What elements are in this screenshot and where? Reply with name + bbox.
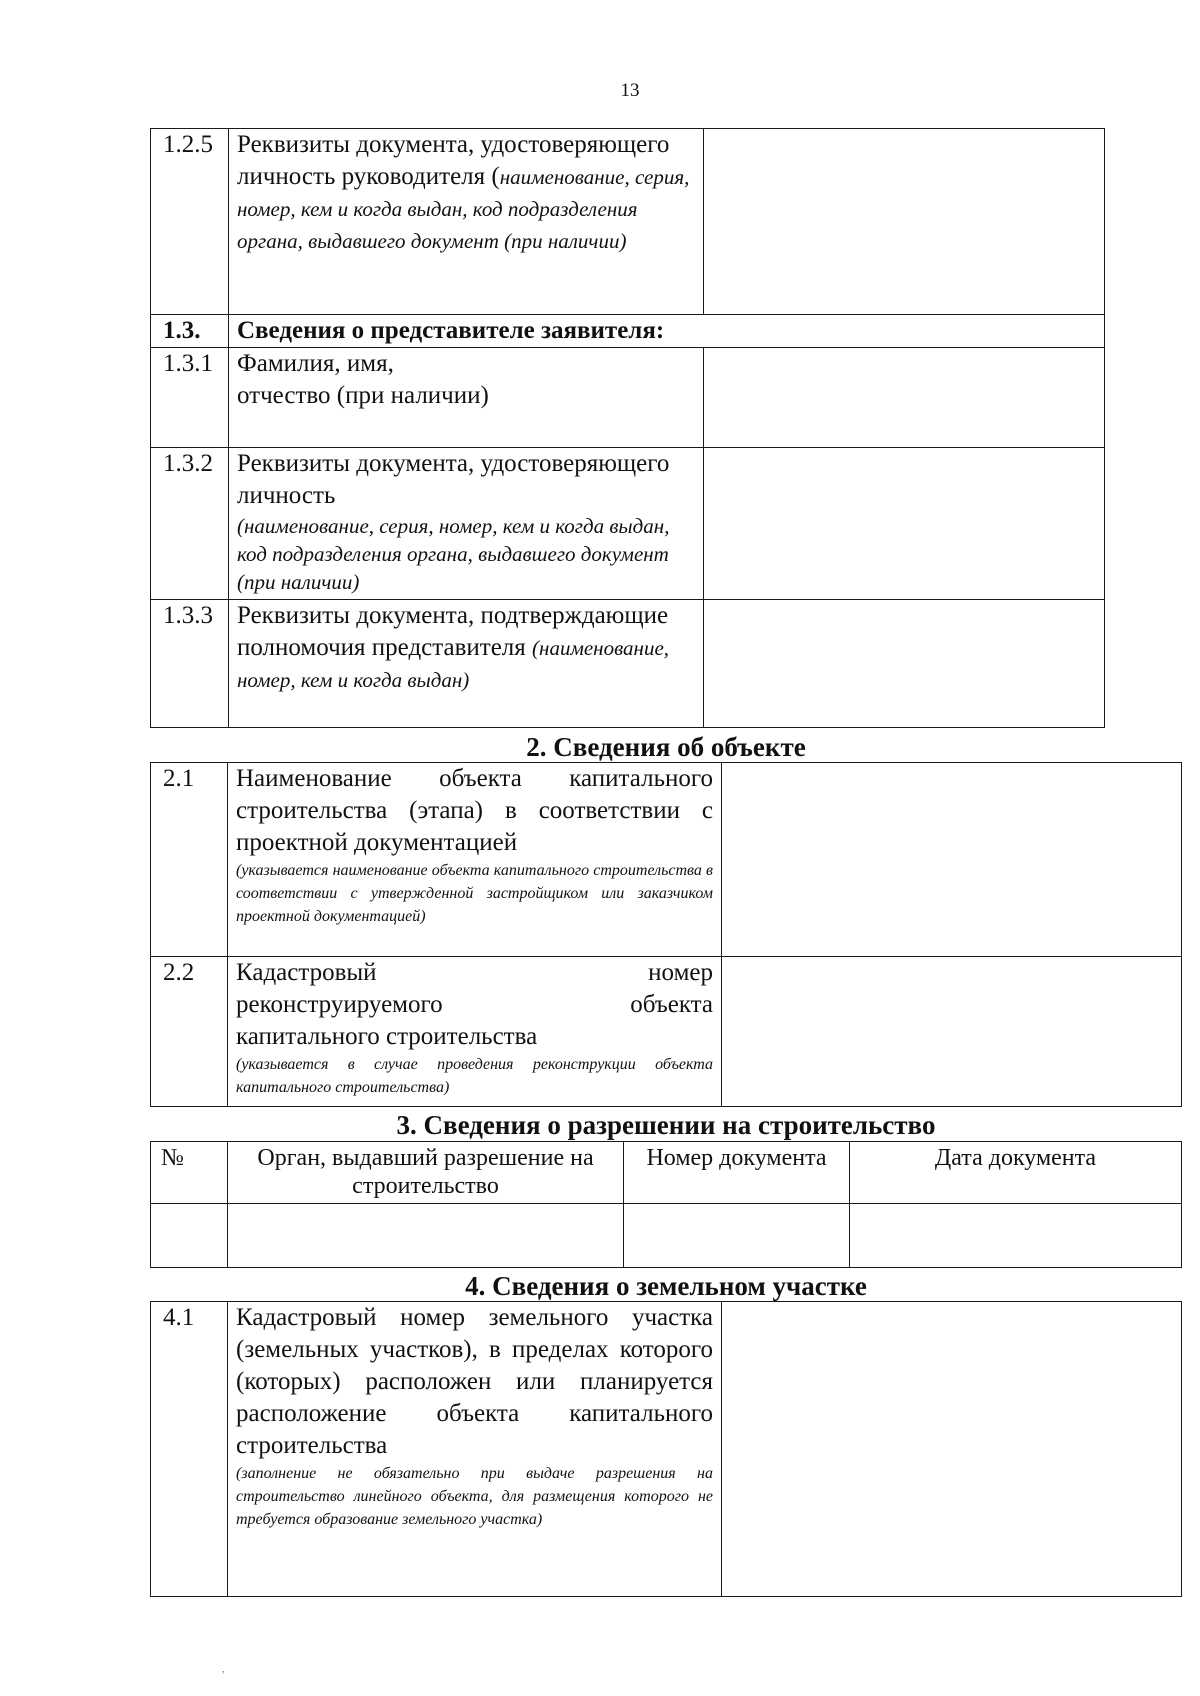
value-cell[interactable] bbox=[228, 1204, 624, 1268]
row-label: Кадастровый номер земельного участка (земельных участков), в пределах которого (которых) расположен или планируется расположение объекта капитального строительства (заполнение не обязательно при выдаче разрешения на строительство линейного объекта, для размещения которого не требуется образование земельного участка) bbox=[228, 1302, 722, 1597]
value-cell[interactable] bbox=[850, 1204, 1182, 1268]
column-header-doc-date: Дата документа bbox=[850, 1142, 1182, 1204]
row-label: Фамилия, имя, отчество (при наличии) bbox=[229, 348, 704, 448]
object-table bbox=[150, 762, 1182, 1107]
row-number: 2.1 bbox=[151, 763, 228, 957]
row-label: Реквизиты документа, подтверждающие полномочия представителя (наименование, номер, кем и когда выдан) bbox=[229, 600, 704, 728]
row-note: (заполнение не обязательно при выдаче разрешения на строительство линейного объекта, для размещения которого не требуется образование земельного участка) bbox=[236, 1465, 713, 1528]
row-label: Кадастровый номер реконструируемого объекта капитального строительства (указывается в случае проведения реконструкции объекта капитального строительства) bbox=[228, 957, 722, 1107]
row-heading: Сведения о представителе заявителя: bbox=[229, 315, 1105, 348]
row-number: 1.3.1 bbox=[151, 348, 229, 448]
column-header-number: № bbox=[151, 1142, 228, 1204]
row-number: 1.2.5 bbox=[151, 129, 229, 315]
column-header-doc-number: Номер документа bbox=[624, 1142, 850, 1204]
land-plot-table bbox=[150, 1301, 1182, 1597]
column-header-authority: Орган, выдавший разрешение на строительство bbox=[228, 1142, 624, 1204]
section-3-title: 3. Сведения о разрешении на строительство bbox=[396, 1110, 936, 1140]
row-note: (наименование, номер, кем и когда выдан) bbox=[237, 636, 670, 692]
section-2-title: 2. Сведения об объекте bbox=[526, 732, 806, 762]
table-row bbox=[151, 957, 1182, 1107]
scan-speck: , bbox=[222, 1664, 225, 1675]
table-header-row bbox=[151, 1142, 1182, 1204]
value-cell[interactable] bbox=[704, 600, 1105, 728]
value-cell[interactable] bbox=[722, 763, 1182, 957]
row-note: наименование, серия, номер, кем и когда выдан, код подразделения органа, выдавшего документ (при наличии) bbox=[237, 165, 690, 253]
value-cell[interactable] bbox=[722, 957, 1182, 1107]
representative-table bbox=[150, 128, 1105, 728]
value-cell[interactable] bbox=[722, 1302, 1182, 1597]
table-row bbox=[151, 763, 1182, 957]
row-number: 1.3.3 bbox=[151, 600, 229, 728]
table-row bbox=[151, 600, 1105, 728]
row-note: (наименование, серия, номер, кем и когда выдан, код подразделения органа, выдавшего документ (при наличии) bbox=[237, 514, 670, 594]
page-number: 13 bbox=[620, 80, 640, 101]
table-row bbox=[151, 1204, 1182, 1268]
value-cell[interactable] bbox=[704, 129, 1105, 315]
row-number: 1.3. bbox=[151, 315, 229, 348]
row-label: Реквизиты документа, удостоверяющего личность руководителя (наименование, серия, номер, кем и когда выдан, код подразделения органа, выдавшего документ (при наличии) bbox=[229, 129, 704, 315]
value-cell[interactable] bbox=[151, 1204, 228, 1268]
table-row bbox=[151, 448, 1105, 600]
row-note: (указывается наименование объекта капитального строительства в соответствии с утвержденной застройщиком или заказчиком проектной документацией) bbox=[236, 862, 713, 925]
section-4-title: 4. Сведения о земельном участке bbox=[465, 1271, 867, 1301]
row-note: (указывается в случае проведения реконструкции объекта капитального строительства) bbox=[236, 1056, 713, 1096]
value-cell[interactable] bbox=[624, 1204, 850, 1268]
table-row bbox=[151, 315, 1105, 348]
permit-table bbox=[150, 1141, 1182, 1268]
table-row bbox=[151, 1302, 1182, 1597]
value-cell[interactable] bbox=[704, 448, 1105, 600]
table-row bbox=[151, 348, 1105, 448]
row-number: 4.1 bbox=[151, 1302, 228, 1597]
row-number: 1.3.2 bbox=[151, 448, 229, 600]
value-cell[interactable] bbox=[704, 348, 1105, 448]
row-number: 2.2 bbox=[151, 957, 228, 1107]
table-row bbox=[151, 129, 1105, 315]
row-label: Наименование объекта капитального строительства (этапа) в соответствии с проектной документацией (указывается наименование объекта капитального строительства в соответствии с утвержденной застройщиком или заказчиком проектной документацией) bbox=[228, 763, 722, 957]
row-label: Реквизиты документа, удостоверяющего личность (наименование, серия, номер, кем и когда выдан, код подразделения органа, выдавшего документ (при наличии) bbox=[229, 448, 704, 600]
